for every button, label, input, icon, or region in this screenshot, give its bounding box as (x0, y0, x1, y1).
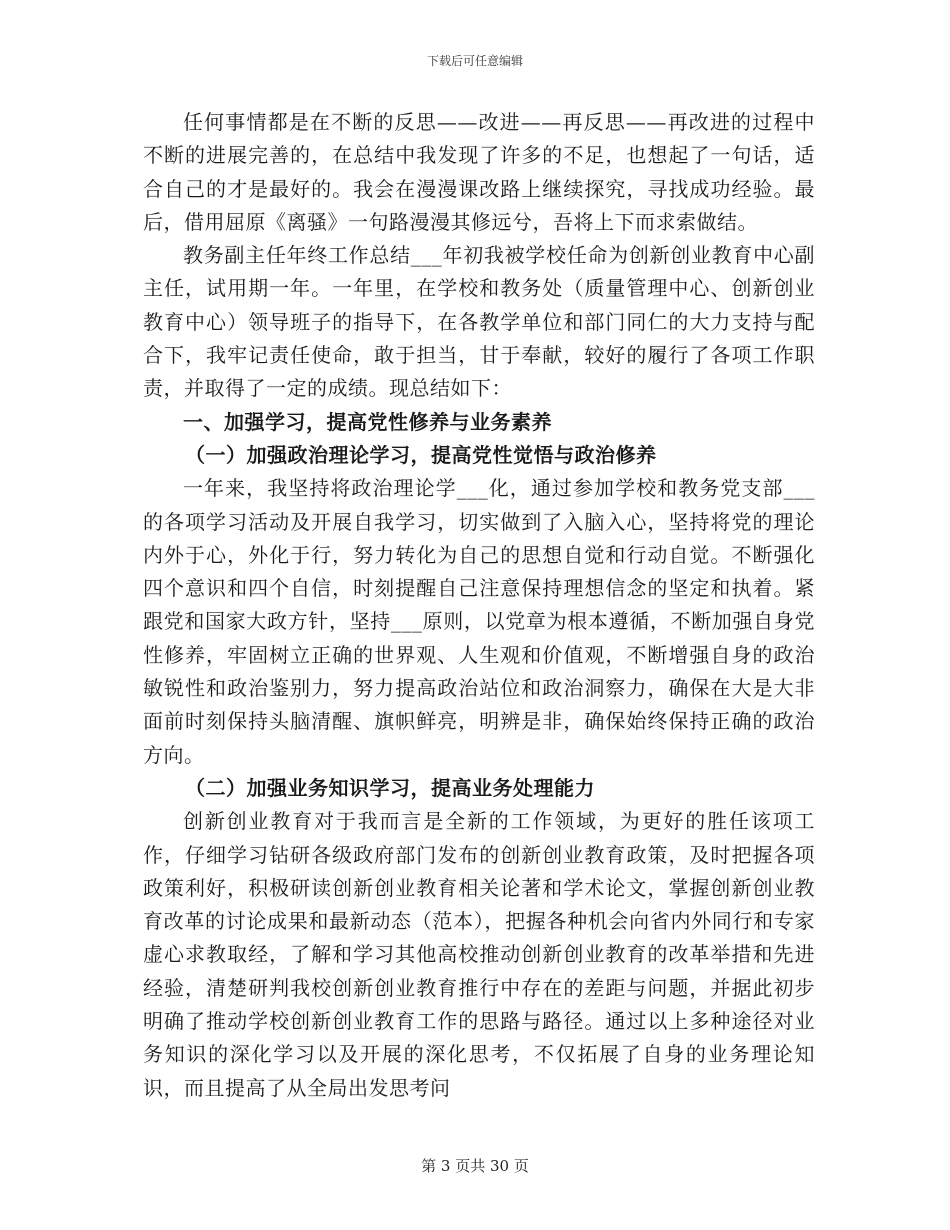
page-footer: 第 3 页共 30 页 (421, 1157, 529, 1175)
subsection-heading-1: （一）加强政治理论学习，提高党性觉悟与政治修养 (185, 442, 657, 467)
document-body (143, 106, 815, 1105)
paragraph-reflection: 任何事情都是在不断的反思——改进——再反思——再改进的过程中不断的进展完善的，在总结中我发现了许多的不足，也想起了一句话，适合自己的才是最好的。我会在漫漫课改路上继续探究，寻找成功经验。最后，借用屈原《离骚》一句路漫漫其修远兮，吾将上下而求索做结。 (143, 110, 815, 234)
page-header: 下载后可任意编辑 (426, 54, 523, 68)
paragraph-business-study: 创新创业教育对于我而言是全新的工作领域，为更好的胜任该项工作，仔细学习钻研各级政府部门发布的创新创业教育政策，及时把握各项政策利好，积极研读创新创业教育相关论著和学术论文，掌握创新创业教育改革的讨论成果和最新动态（范本），把握各种机会向省内外同行和专家虚心求教取经，了解和学习其他高校推动创新创业教育的改革举措和先进经验，清楚研判我校创新创业教育推行中存在的差距与问题，并据此初步明确了推动学校创新创业教育工作的思路与路径。通过以上多种途径对业务知识的深化学习以及开展的深化思考，不仅拓展了自身的业务理论知识，而且提高了从全局出发思考问 (143, 809, 815, 1100)
section-heading-1: 一、加强学习，提高党性修养与业务素养 (183, 409, 552, 434)
paragraph-intro: 教务副主任年终工作总结___年初我被学校任命为创新创业教育中心副主任，试用期一年。一年里，在学校和教务处（质量管理中心、创新创业教育中心）领导班子的指导下，在各教学单位和部门同仁的大力支持与配合下，我牢记责任使命，敢于担当，甘于奉献，较好的履行了各项工作职责，并取得了一定的成绩。现总结如下： (143, 243, 815, 401)
subsection-heading-2: （二）加强业务知识学习，提高业务处理能力 (185, 775, 595, 800)
paragraph-political-study: 一年来，我坚持将政治理论学___化，通过参加学校和教务党支部___的各项学习活动及开展自我学习，切实做到了入脑入心，坚持将党的理论内外于心，外化于行，努力转化为自己的思想自觉和行动自觉。不断强化四个意识和四个自信，时刻提醒自己注意保持理想信念的坚定和执着。紧跟党和国家大政方针，坚持___原则，以党章为根本遵循，不断加强自身党性修养，牢固树立正确的世界观、人生观和价值观，不断增强自身的政治敏锐性和政治鉴别力，努力提高政治站位和政治洞察力，确保在大是大非面前时刻保持头脑清醒、旗帜鲜亮，明辨是非，确保始终保持正确的政治方向。 (143, 476, 815, 767)
